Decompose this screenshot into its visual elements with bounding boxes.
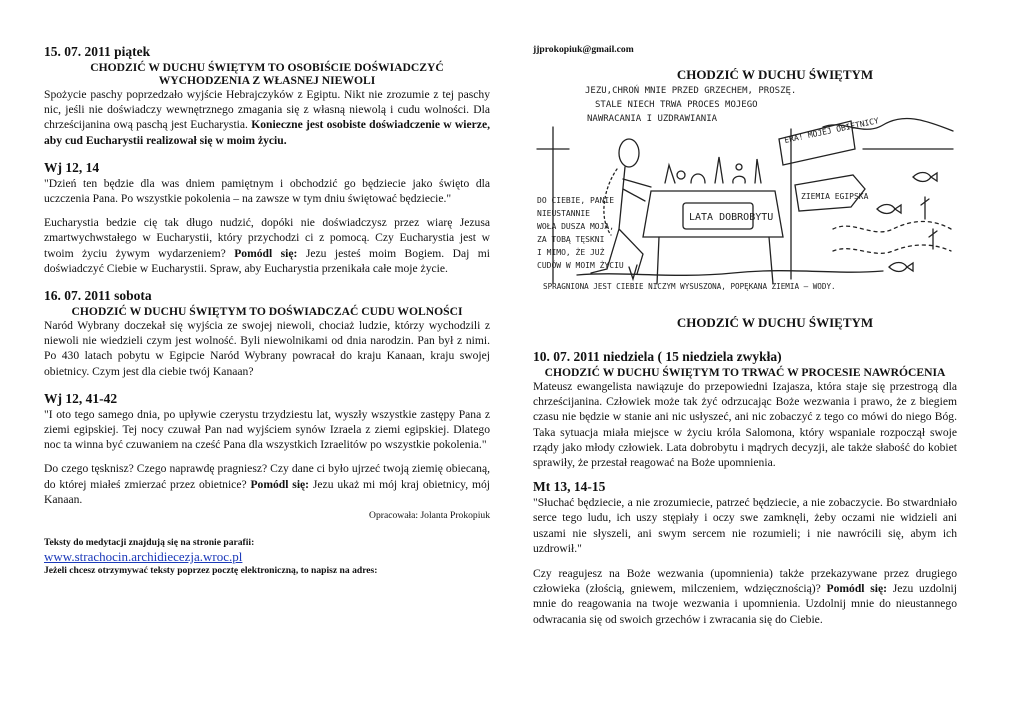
footer-line1: Teksty do medytacji znajdują się na stronie parafii: — [44, 537, 255, 549]
day1-quote: "Dzień ten będzie dla was dniem pamiętnym i obchodzić go będziecie jako święto dla uczczenia Pana. Po wszystkie pokolenia – na zawsze w tym dniu świętować będziecie." — [44, 176, 490, 206]
contact-email[interactable]: jjprokopiuk@gmail.com — [533, 44, 634, 55]
day2-ref: Wj 12, 41-42 — [44, 390, 118, 406]
day1-intro — [44, 87, 490, 148]
day2-pray-label: Pomódl się: — [250, 477, 310, 491]
plants — [921, 197, 937, 249]
illustration-prayer-line: I MIMO, ŻE JUŻ — [537, 248, 605, 257]
day1-ref: Wj 12, 14 — [44, 159, 100, 175]
illustration-prayer-line: DO CIEBIE, PANIE — [537, 196, 615, 205]
day2-date: 16. 07. 2011 sobota — [44, 288, 152, 304]
day1-prayer: Jezu jesteś moim Bogiem. Daj mi doświadczyć Ciebie w Eucharystii. Spraw, aby Eucharystia przenikała całe moje życie. — [44, 246, 490, 275]
day1-pray-label: Pomódl się: — [234, 246, 298, 260]
illustration-line3: NAWRACANIA I UZDRAWIANIA — [587, 114, 718, 124]
heading-mid: CHODZIĆ W DUCHU ŚWIĘTYM — [676, 315, 874, 330]
illustration-line2: STALE NIECH TRWA PROCES MOJEGO — [595, 100, 758, 110]
illustration-prayer-line: CUDÓW W MOIM ŻYCIU — [537, 261, 624, 270]
day1-reflection — [44, 215, 490, 276]
day1-intro-text: Spożycie paschy poprzedzało wyjście Hebrajczyków z Egiptu. Nikt nie zrozumie z tej paschy nic, jeśli nie doświadczy wewnętrznego zmagania się z własną niewolą i cudu wolności. Dla chrześcijanina ową paschą jest Eucharystia. — [44, 88, 490, 132]
illustration-line1: JEZU,CHROŃ MNIE PRZED GRZECHEM, PROSZĘ. — [585, 86, 797, 96]
day2-prayer: Jezu ukaż mi mój kraj obietnicy, mój Kanaan. — [44, 477, 490, 506]
illustration-prayer-line: WOŁA DUSZA MOJA, — [537, 222, 615, 231]
illustration-prayer-line: ZA TOBĄ TĘSKNI — [537, 235, 605, 244]
day3-pray-label: Pomódl się: — [826, 582, 887, 596]
day2-reflection-text: Do czego tęsknisz? Czego naprawdę pragniesz? Czy dane ci było ujrzeć twoją ziemię obiecaną, do której miałeś zmierzać przez obietnice? — [44, 462, 490, 491]
left-page — [44, 0, 490, 577]
right-page — [533, 0, 957, 627]
ground-line — [577, 271, 883, 276]
day1-date: 15. 07. 2011 piątek — [44, 44, 151, 59]
illustration-bottom-line: SPRAGNIONA JEST CIEBIE NICZYM WYSUSZONA, POPĘKANA ZIEMIA — WODY. — [543, 282, 836, 291]
day2-topic: CHODZIĆ W DUCHU ŚWIĘTYM TO DOŚWIADCZAĆ CUDU WOLNOŚCI — [71, 305, 463, 319]
parish-website-link[interactable]: www.strachocin.archidiecezja.wroc.pl — [44, 549, 243, 565]
day1-reflection-text: Eucharystia bedzie cię tak długo nudzić, dopóki nie doświadczysz przez wiarę Jezusa zmartwychwstałego w Eucharystii, który przychodzi ci z pomocą. Czy Eucharystia jest w twoim życiu żywym wydarzeniem? — [44, 216, 490, 260]
illustration-prayer — [537, 196, 624, 270]
day1-intro-bold: Konieczne jest osobiste doświadczenie w wierze, aby cud Eucharystii realizował się w moim życiu. — [44, 118, 490, 147]
small-plant — [629, 265, 637, 279]
sign-promise-label: ERA! MOJEJ OBIETNICY — [783, 116, 880, 145]
day2-intro: Naród Wybrany doczekał się wyjścia ze swojej niewoli, chociaż ludzie, którzy wychodzili z niewoli nie wiedzieli czym jest wolność. Byli niewolnikami od dnia narodzin. Pan był z nimi. Po 430 latach pobytu w Egipcie Naród Wybrany powracał do kraju Kanaan, kraju swojej obietnicy. Czym jest dla ciebie twój Kanaan? — [44, 319, 490, 378]
day3-reflection — [533, 566, 957, 627]
day2-quote: "I oto tego samego dnia, po upływie czerystu trzydziestu lat, wyszły wszystkie zastępy Pana z ziemi egipskiej. Tej nocy czuwał Pan nad wyjściem synów Izraela z ziemi egipskiej. Dlatego noc ta winna być czuwaniem na cześć Pana dla wszystkich Izraelitów po wszystkie pokolenia." — [44, 407, 490, 452]
day3-quote: "Słuchać będziecie, a nie zrozumiecie, patrzeć będziecie, a nie zobaczycie. Bo stwardniało serce tego ludu, ich uszy stępiały i oczy swe zamknęli, żeby oczami nie widzieli ani uszami nie słyszeli, ani swym sercem nie rozumieli; i nie nawrócili się, abym ich uzdrowił." — [533, 496, 957, 555]
illustration — [533, 79, 957, 301]
illustration-prayer-line: NIEUSTANNIE — [537, 209, 590, 218]
day3-date: 10. 07. 2011 niedziela ( 15 niedziela zwykła) — [533, 349, 782, 364]
footer-line2: Jeżeli chcesz otrzymywać teksty poprzez pocztę elektroniczną, to napisz na adres: — [44, 565, 378, 577]
day3-intro: Mateusz ewangelista nawiązuje do przepowiedni Izajasza, która staje się przestrogą dla chrześcijanina. Człowiek może tak żyć odrzucając Boże wezwania i prawo, że z biegiem czasu nie będzie w stanie ani nic usłyszeć, ani nic zobaczyć z tego co mówi do niego Bóg. Taka sytuacja miała miejsce w życiu króla Salomona, który wspaniale rozpoczął swoje rządy jako młody człowiek. Lata dobrobytu i mądrych decyzji, ale także słabość do kobiet sprawiły, że przestał reagować na Boże upomnienia. — [533, 380, 957, 470]
day3-reflection-text: Czy reagujesz na Boże wezwania (upomnienia) także przekazywane przez drugiego człowieka (złością, gniewem, milczeniem, wdzięcznością)? — [533, 567, 957, 596]
day3-prayer: Jezu uzdolnij mnie do reagowania na twoje wezwania i upomnienia. Uzdolnij mnie do nieustannego odwracania się od swoich grzechów i zwracania się do Ciebie. — [533, 582, 957, 626]
table-label: LATA DOBROBYTU — [689, 212, 774, 223]
day3-ref: Mt 13, 14-15 — [533, 479, 606, 495]
sign-egypt-label: ZIEMIA EGIPSKA — [801, 192, 869, 201]
day3-topic: CHODZIĆ W DUCHU ŚWIĘTYM TO TRWAĆ W PROCESIE NAWRÓCENIA — [544, 366, 946, 379]
author-signature: Opracowała: Jolanta Prokopiuk — [369, 510, 490, 522]
day1-topic: CHODZIĆ W DUCHU ŚWIĘTYM TO OSOBIŚCIE DOŚWIADCZYĆ WYCHODZENIA Z WŁASNEJ NIEWOLI — [90, 61, 444, 87]
day2-reflection — [44, 461, 490, 507]
heading-top: CHODZIĆ W DUCHU ŚWIĘTYM — [676, 67, 874, 82]
